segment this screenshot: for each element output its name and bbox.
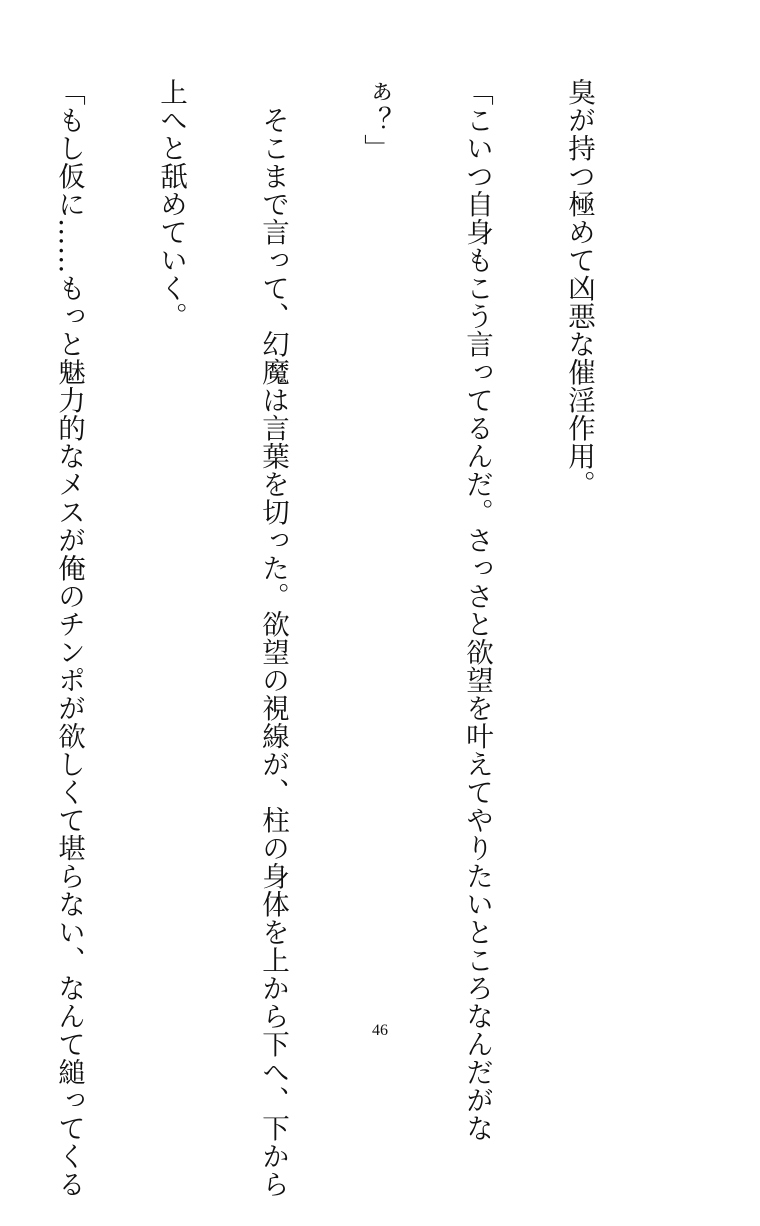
text-line: 「こいつ自身もこう言ってるんだ。さっさと欲望を叶えてやりたいところなんだがな xyxy=(461,78,493,1142)
text-line: 臭が持つ極めて凶悪な催淫作用。 xyxy=(563,78,595,498)
text-line: 上へと舐めていく。 xyxy=(155,78,187,330)
page-number: 46 xyxy=(372,1022,388,1039)
text-line: そこまで言って、幻魔は言葉を切った。欲望の視線が、柱の身体を上から下へ、下から xyxy=(257,78,289,1198)
text-line: 「もし仮に……もっと魅力的なメスが俺のチンポが欲しくて堪らない、なんて縋ってくる xyxy=(53,78,85,1198)
text-line: ぁ？」 xyxy=(359,78,391,162)
